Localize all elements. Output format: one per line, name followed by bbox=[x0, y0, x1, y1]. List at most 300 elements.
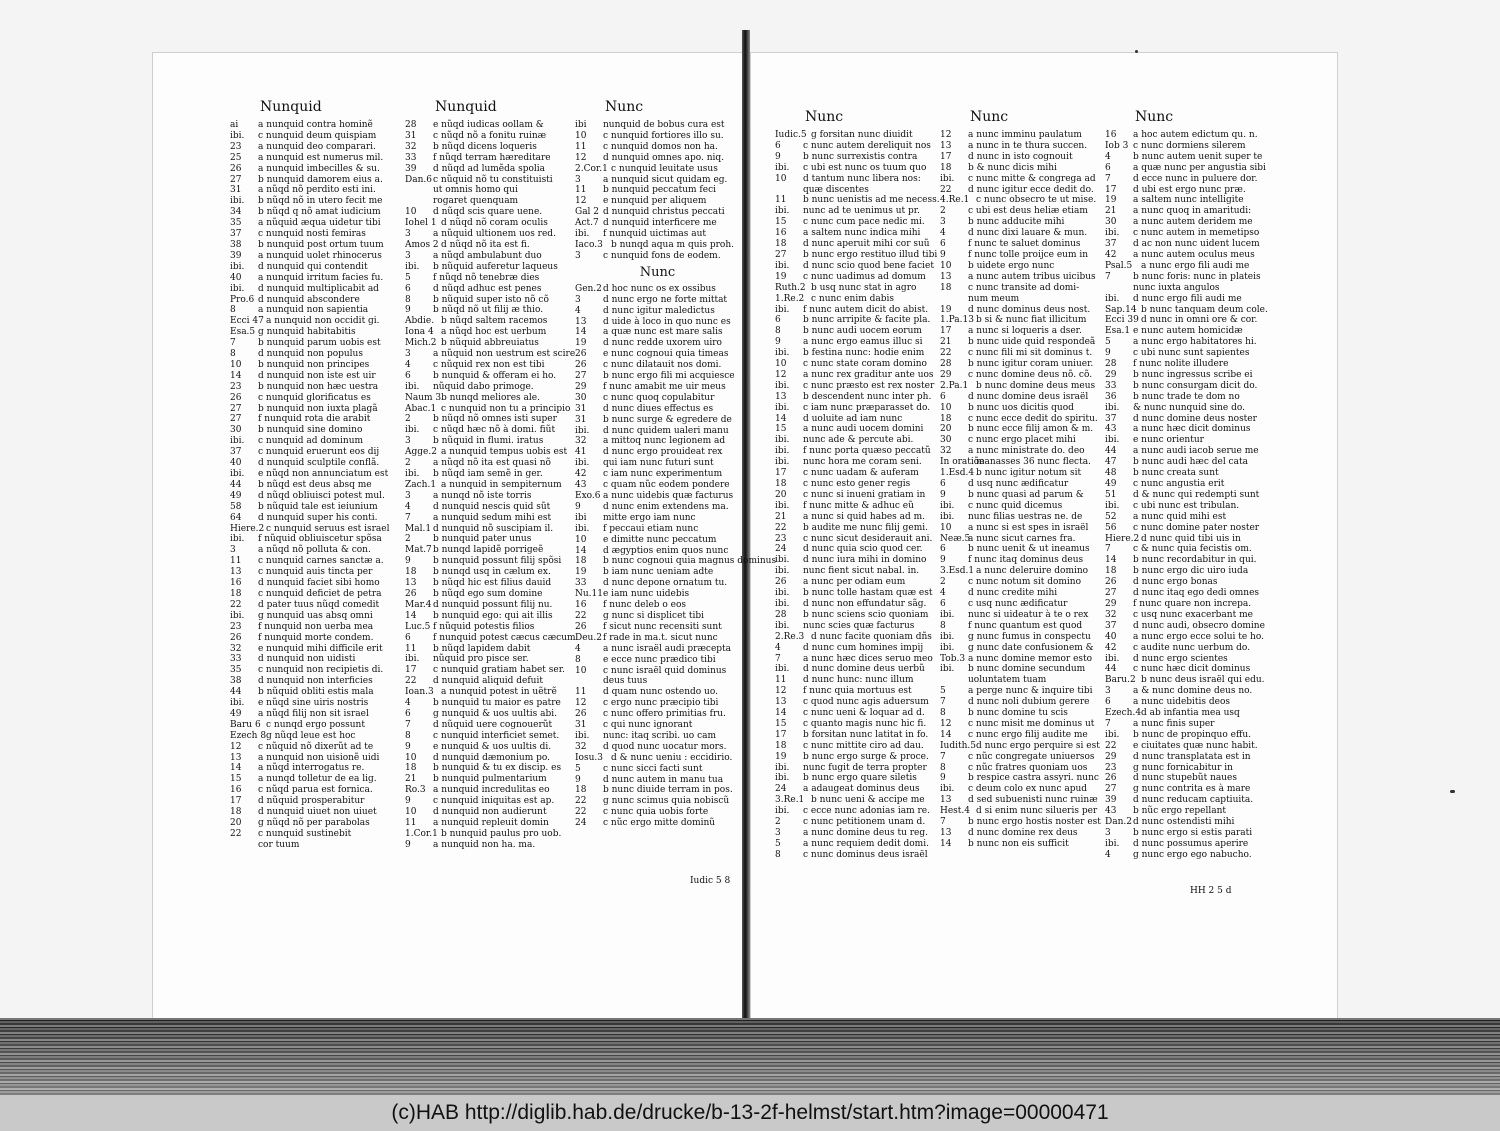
entry-text: a nunquid deo comparari. bbox=[258, 141, 376, 152]
entry-text: b nũqd nõ omnes isti super bbox=[433, 414, 557, 425]
entry-reference: 13 bbox=[230, 752, 242, 763]
entry-reference: ibi. bbox=[775, 500, 790, 511]
entry-text: c nunc cum pace nedic mi. bbox=[803, 217, 925, 228]
index-entry bbox=[230, 491, 400, 502]
index-entry bbox=[575, 120, 740, 131]
index-entry bbox=[230, 578, 400, 589]
entry-reference: 26 bbox=[230, 163, 242, 174]
entry-reference: 29 bbox=[1105, 751, 1117, 762]
index-entry bbox=[405, 720, 580, 731]
entry-reference: 1.Cor.1 bbox=[405, 828, 438, 839]
entry-reference: 19 bbox=[775, 271, 787, 282]
index-entry bbox=[940, 588, 1110, 599]
entry-text: c nũquid nõ tu constituisti bbox=[433, 174, 553, 185]
entry-reference: 31 bbox=[575, 403, 587, 414]
entry-text: a nunc domine deus tu reg. bbox=[803, 828, 928, 838]
entry-reference: Zach.1 bbox=[405, 479, 437, 490]
index-entry bbox=[230, 436, 400, 447]
entry-reference: 9 bbox=[405, 741, 411, 752]
entry-reference: ibi. bbox=[775, 773, 790, 784]
entry-reference: 22 bbox=[940, 184, 952, 195]
index-entry bbox=[940, 315, 1110, 326]
entry-text: b nũquid tale est ieiunium bbox=[258, 501, 378, 512]
index-entry bbox=[1105, 577, 1275, 588]
index-entry bbox=[940, 414, 1110, 425]
entry-reference: 20 bbox=[230, 818, 242, 828]
entry-reference: 23 bbox=[230, 621, 242, 632]
index-entry bbox=[575, 218, 740, 229]
entry-reference: 23 bbox=[230, 141, 242, 152]
entry-reference: 13 bbox=[775, 391, 787, 402]
entry-text: d nunquid super his conti. bbox=[258, 512, 378, 523]
index-entry bbox=[775, 654, 945, 665]
entry-reference: 3.Esd.1 bbox=[940, 566, 975, 577]
entry-reference: 27 bbox=[1105, 784, 1117, 795]
index-entry bbox=[230, 404, 400, 415]
entry-text: b respice castra assyri. nunc bbox=[968, 773, 1099, 784]
entry-reference: ibi. bbox=[940, 173, 955, 184]
entry-reference: 27 bbox=[575, 371, 587, 382]
entry-text: b iam nunc ueniam adte bbox=[603, 567, 714, 578]
entry-text: d usq nunc ædificatur bbox=[968, 479, 1069, 489]
entry-reference: ibi. bbox=[775, 402, 790, 413]
index-entry bbox=[775, 337, 945, 348]
entry-text: b nunquid ego: qui ait illis bbox=[433, 610, 553, 621]
entry-text: a mittoq nunc legionem ad bbox=[603, 436, 726, 447]
index-entry bbox=[575, 415, 740, 426]
index-entry bbox=[575, 764, 740, 775]
entry-reference: 8 bbox=[775, 326, 781, 337]
entry-reference: 7 bbox=[940, 697, 946, 708]
entry-reference: 31 bbox=[575, 414, 587, 425]
entry-reference: 7 bbox=[940, 751, 946, 762]
entry-reference: ibi. bbox=[230, 436, 245, 447]
entry-text: d nũqd scis quare uene. bbox=[433, 207, 543, 218]
index-entry bbox=[405, 513, 580, 524]
entry-text: c nunc quia uobis forte bbox=[603, 807, 709, 818]
index-entry bbox=[775, 283, 945, 294]
entry-text: g nunc fumus in conspectu bbox=[968, 631, 1091, 642]
entry-text: d nunc dixi lauare & mun. bbox=[968, 228, 1088, 239]
index-entry bbox=[405, 240, 580, 251]
entry-reference: 19 bbox=[1105, 195, 1117, 206]
index-entry bbox=[575, 589, 740, 600]
entry-text: nunc ade & percute abi. bbox=[803, 435, 914, 446]
index-entry bbox=[575, 567, 740, 578]
entry-text: c usq nunc exacerbant me bbox=[1133, 609, 1253, 620]
entry-text: b nunc adducite mihi bbox=[968, 217, 1065, 228]
entry-reference: 9 bbox=[405, 796, 411, 807]
entry-reference: In oratiõe bbox=[940, 457, 985, 468]
entry-reference: 26 bbox=[575, 349, 587, 360]
index-entry bbox=[1105, 337, 1275, 348]
section-heading: Nunc bbox=[639, 264, 676, 280]
entry-text: a nunc ergo ecce solui te ho. bbox=[1133, 631, 1264, 642]
entry-reference: Act.7 bbox=[575, 218, 599, 229]
entry-reference: 58 bbox=[230, 501, 242, 512]
entry-reference: 11 bbox=[405, 818, 417, 828]
entry-text: a nunc autem deridem me bbox=[1133, 217, 1253, 228]
entry-text: a nunqd tolletur de ea lig. bbox=[258, 774, 377, 785]
entry-reference: 32 bbox=[1105, 609, 1117, 620]
entry-text: nũquid pro pisce ser. bbox=[433, 654, 529, 665]
entry-reference: 7 bbox=[405, 719, 411, 730]
entry-reference: ibi. bbox=[230, 610, 245, 621]
index-entry bbox=[940, 424, 1110, 435]
entry-text: d nunc quidem ualeri manu bbox=[603, 425, 729, 436]
entry-reference: ibi. bbox=[775, 598, 790, 609]
index-entry bbox=[575, 393, 740, 404]
index-entry bbox=[1105, 784, 1275, 795]
index-entry bbox=[940, 479, 1110, 490]
index-entry bbox=[575, 284, 740, 295]
index-entry bbox=[405, 273, 580, 284]
index-entry bbox=[575, 436, 740, 447]
entry-reference: ibi. bbox=[775, 435, 790, 446]
index-entry bbox=[1105, 446, 1275, 457]
index-entry bbox=[1105, 348, 1275, 359]
index-entry bbox=[940, 174, 1110, 185]
entry-text: b nunquid parum uobis est bbox=[258, 338, 381, 349]
entry-text: d ubi est ergo nunc præ. bbox=[1133, 184, 1246, 195]
entry-reference: 26 bbox=[230, 392, 242, 403]
entry-reference: 4 bbox=[575, 643, 581, 654]
entry-reference: 35 bbox=[230, 665, 242, 676]
entry-reference: 16 bbox=[230, 785, 242, 796]
entry-text: a nunc ergo fili audi me bbox=[1141, 260, 1250, 271]
index-entry bbox=[1105, 261, 1275, 272]
entry-text: & nunc nunquid sine do. bbox=[1133, 402, 1245, 413]
index-column-4 bbox=[775, 108, 945, 861]
entry-reference: 14 bbox=[575, 545, 587, 556]
index-entry bbox=[230, 556, 400, 567]
entry-text: rogaret quenquam bbox=[433, 196, 519, 207]
entry-reference: 18 bbox=[775, 239, 787, 250]
index-entry bbox=[575, 306, 740, 317]
entry-reference: 27 bbox=[1105, 588, 1117, 599]
entry-reference: 2 bbox=[405, 414, 411, 425]
entry-text: b nunc ecce filij amon & m. bbox=[968, 424, 1094, 435]
index-entry bbox=[1105, 664, 1275, 675]
entry-reference: ai bbox=[230, 120, 239, 130]
entry-reference: Ecci 47 bbox=[230, 316, 264, 327]
index-entry bbox=[575, 775, 740, 786]
index-entry bbox=[230, 458, 400, 469]
entry-text: b nunc de propinquo effu. bbox=[1133, 729, 1251, 740]
entry-text: d nũqd nõ ita est fi. bbox=[441, 239, 530, 250]
index-column-1 bbox=[230, 98, 400, 851]
index-entry bbox=[575, 175, 740, 186]
entry-text: b descendent nunc inter ph. bbox=[803, 391, 932, 402]
entry-reference: Mar.4 bbox=[405, 599, 432, 610]
entry-reference: 11 bbox=[775, 675, 787, 686]
entry-text: g nunc si displicet tibi bbox=[603, 610, 705, 621]
entry-reference: Abdie. bbox=[405, 316, 435, 327]
entry-reference: 49 bbox=[1105, 479, 1117, 489]
index-entry bbox=[405, 404, 580, 415]
entry-text: c nunc mitte & congrega ad bbox=[968, 173, 1096, 184]
entry-reference: ibi. bbox=[1105, 402, 1120, 413]
index-entry bbox=[575, 131, 740, 142]
index-entry bbox=[940, 294, 1110, 305]
entry-text: c nunc si inueni gratiam in bbox=[803, 489, 926, 500]
entry-text: b nunc uos dicitis quod bbox=[968, 402, 1074, 413]
index-entry bbox=[1105, 403, 1275, 414]
entry-reference: 3 bbox=[1105, 828, 1111, 838]
entry-reference: 3 bbox=[405, 349, 411, 360]
index-entry bbox=[230, 273, 400, 284]
entry-text: c nunc enim dabis bbox=[811, 293, 894, 304]
index-entry bbox=[575, 338, 740, 349]
entry-text: b nũc ergo repellant bbox=[1133, 806, 1227, 817]
entry-text: mitte ergo iam nunc bbox=[603, 512, 696, 523]
entry-reference: 9 bbox=[940, 489, 946, 500]
index-entry bbox=[940, 250, 1110, 261]
entry-text: b nunquid non iuxta plagã bbox=[258, 403, 378, 414]
entry-text: ut omnis homo qui bbox=[433, 185, 518, 196]
entry-text: b nunc ergo dic uiro iuda bbox=[1133, 566, 1249, 577]
index-entry bbox=[405, 120, 580, 131]
index-entry bbox=[775, 239, 945, 250]
entry-text: c nunc misit me dominus ut bbox=[968, 718, 1095, 729]
entry-text: b nunc tanquam deum cole. bbox=[1141, 304, 1268, 315]
entry-text: c iam nunc experimentum bbox=[603, 469, 723, 480]
entry-text: c ergo nunc præcipio tibi bbox=[603, 698, 719, 709]
index-entry bbox=[1105, 752, 1275, 763]
entry-text: c nunquid deficiet de petra bbox=[258, 588, 382, 599]
entry-reference: Dan.6 bbox=[405, 174, 432, 185]
entry-reference: 41 bbox=[575, 447, 587, 458]
entry-text: deus tuus bbox=[603, 676, 648, 687]
entry-reference: ibi. bbox=[1105, 729, 1120, 740]
entry-text: a nunc sicut carnes fra. bbox=[968, 533, 1076, 544]
entry-text: a nunc finis super bbox=[1133, 718, 1215, 729]
entry-reference: 6 bbox=[940, 479, 946, 489]
index-entry bbox=[230, 447, 400, 458]
entry-text: d & nunc qui redempti sunt bbox=[1133, 489, 1260, 500]
entry-reference: Pro.6 bbox=[230, 294, 255, 305]
entry-text: g nunc scimus quia nobiscũ bbox=[603, 796, 730, 807]
entry-text: d nunc quia scio quod cer. bbox=[803, 544, 923, 555]
index-entry bbox=[940, 763, 1110, 774]
index-entry bbox=[230, 153, 400, 164]
entry-reference: 6 bbox=[940, 544, 946, 555]
index-entry bbox=[230, 295, 400, 306]
index-entry bbox=[405, 807, 580, 818]
entry-reference: 3 bbox=[405, 250, 411, 261]
entry-text: d nunquid non uidisti bbox=[258, 654, 356, 665]
entry-text: b nũquid abbreuiatus bbox=[441, 338, 539, 349]
index-entry bbox=[1105, 228, 1275, 239]
entry-text: b nunc consurgam dicit do. bbox=[1133, 380, 1258, 391]
entry-reference: ibi. bbox=[230, 698, 245, 709]
index-entry bbox=[575, 447, 740, 458]
entry-reference: 10 bbox=[405, 752, 417, 763]
index-entry bbox=[940, 621, 1110, 632]
entry-text: c nunquid leuitate usus bbox=[611, 163, 718, 174]
index-entry bbox=[940, 217, 1110, 228]
entry-text: a quæ nunc est mare salis bbox=[603, 327, 723, 338]
entry-text: f nunquid morte condem. bbox=[258, 632, 374, 643]
entry-reference: 3.Re.1 bbox=[775, 795, 805, 806]
entry-text: cor tuum bbox=[258, 839, 300, 850]
entry-text: b nũqd lapidem dabit bbox=[433, 643, 531, 654]
entry-reference: 20 bbox=[940, 424, 952, 435]
entry-text: f nunc quantum est quod bbox=[968, 620, 1083, 631]
entry-text: b nunc uenistis ad me necess. bbox=[803, 195, 940, 206]
entry-text: c nunquid iniquitas est ap. bbox=[433, 796, 555, 807]
entry-text: b nunquid non hæc uestra bbox=[258, 381, 379, 392]
index-entry bbox=[230, 480, 400, 491]
entry-text: c nunquid eruerunt eos dij bbox=[258, 447, 380, 458]
entry-text: g nunquid uas absq omni bbox=[258, 610, 373, 621]
entry-reference: 9 bbox=[940, 773, 946, 784]
index-entry bbox=[1105, 806, 1275, 817]
entry-text: f nunquid rota die arabit bbox=[258, 414, 371, 425]
index-entry bbox=[775, 599, 945, 610]
entry-text: c nũc ergo mitte dominũ bbox=[603, 818, 716, 829]
entry-reference: ibi. bbox=[405, 381, 420, 392]
entry-reference: 6 bbox=[405, 283, 411, 294]
index-entry bbox=[230, 349, 400, 360]
entry-reference: 42 bbox=[1105, 642, 1117, 653]
entry-text: d nunquid faciet sibi homo bbox=[258, 578, 380, 589]
index-entry bbox=[230, 633, 400, 644]
entry-reference: 12 bbox=[940, 718, 952, 729]
index-entry bbox=[940, 206, 1110, 217]
entry-reference: 8 bbox=[775, 849, 781, 860]
entry-text: b nunquid non principes bbox=[258, 359, 370, 370]
index-entry bbox=[405, 622, 580, 633]
entry-text: manasses 36 nunc flecta. bbox=[976, 457, 1091, 468]
index-entry bbox=[230, 131, 400, 142]
index-entry bbox=[405, 556, 580, 567]
entry-text: b & nunc dicis mihi bbox=[968, 162, 1057, 173]
index-entry bbox=[775, 250, 945, 261]
entry-reference: ibi. bbox=[230, 261, 245, 272]
index-entry bbox=[405, 654, 580, 665]
index-entry bbox=[940, 468, 1110, 479]
index-entry bbox=[940, 708, 1110, 719]
entry-reference: 15 bbox=[775, 217, 787, 228]
entry-text: c nunc dominus deus israël bbox=[803, 849, 928, 860]
index-entry bbox=[405, 753, 580, 764]
entry-text: c nunc mittite ciro ad dau. bbox=[803, 740, 924, 751]
index-entry bbox=[575, 142, 740, 153]
index-entry bbox=[775, 305, 945, 316]
entry-reference: 9 bbox=[775, 337, 781, 348]
index-entry bbox=[405, 360, 580, 371]
index-entry bbox=[940, 283, 1110, 294]
entry-text: b nunc domine tu scis bbox=[968, 708, 1068, 719]
entry-text: e nũqd sine uiris nostris bbox=[258, 698, 369, 709]
entry-reference: 10 bbox=[230, 359, 242, 370]
entry-text: d nunquid dæmonium po. bbox=[433, 752, 550, 763]
entry-text: d uoluite ad iam nunc bbox=[803, 413, 903, 424]
index-entry bbox=[230, 469, 400, 480]
entry-text: c audite nunc uerbum do. bbox=[1133, 642, 1251, 653]
entry-text: c nunc ueni & loquar ad d. bbox=[803, 708, 925, 719]
entry-reference: ibi. bbox=[940, 642, 955, 653]
entry-reference: 40 bbox=[230, 458, 242, 469]
index-entry bbox=[940, 741, 1110, 752]
entry-reference: ibi. bbox=[1105, 435, 1120, 446]
entry-reference: ibi. bbox=[775, 620, 790, 631]
index-entry bbox=[940, 272, 1110, 283]
entry-reference: 49 bbox=[230, 708, 242, 719]
entry-text: a nunquid repleuit domin bbox=[433, 818, 549, 828]
index-entry bbox=[230, 709, 400, 720]
index-entry bbox=[775, 348, 945, 359]
entry-reference: 10 bbox=[940, 260, 952, 271]
index-entry bbox=[775, 228, 945, 239]
entry-text: b nunc uide quid respondeã bbox=[968, 337, 1096, 348]
entry-text: c iam nunc præparasset do. bbox=[803, 402, 931, 413]
entry-reference: 16 bbox=[575, 600, 587, 611]
index-entry bbox=[1105, 381, 1275, 392]
entry-reference: 37 bbox=[1105, 413, 1117, 424]
entry-reference: 6 bbox=[940, 239, 946, 250]
index-entry bbox=[775, 795, 945, 806]
entry-reference: 37 bbox=[1105, 620, 1117, 631]
index-entry bbox=[1105, 654, 1275, 665]
index-entry bbox=[230, 796, 400, 807]
index-entry bbox=[1105, 817, 1275, 828]
entry-reference: ibi. bbox=[775, 664, 790, 675]
entry-text: b nunquid possunt filij spõsi bbox=[433, 556, 562, 567]
entry-reference: 47 bbox=[1105, 457, 1117, 468]
entry-reference: 14 bbox=[775, 708, 787, 719]
index-entry bbox=[940, 795, 1110, 806]
entry-reference: ibi. bbox=[775, 162, 790, 173]
entry-reference: 43 bbox=[1105, 424, 1117, 435]
entry-reference: 3 bbox=[575, 250, 581, 261]
index-column-2 bbox=[405, 98, 580, 851]
entry-text: c nunc angustia erit bbox=[1133, 479, 1225, 489]
entry-text: b nunquid damorem eius a. bbox=[258, 174, 383, 185]
index-entry bbox=[405, 578, 580, 589]
entry-reference: ibi. bbox=[230, 196, 245, 207]
entry-reference: 39 bbox=[230, 250, 242, 261]
entry-text: d nunc igitur maledictus bbox=[603, 305, 715, 316]
entry-reference: Dan.2 bbox=[1105, 817, 1132, 828]
entry-reference: 24 bbox=[775, 544, 787, 555]
entry-text: a adaugeat dominus deus bbox=[803, 784, 920, 795]
entry-text: c nunc ergo placet mihi bbox=[968, 435, 1076, 446]
index-entry bbox=[1105, 828, 1275, 839]
entry-reference: ibi. bbox=[230, 469, 245, 479]
entry-reference: 4 bbox=[940, 228, 946, 239]
index-entry bbox=[405, 589, 580, 600]
index-entry bbox=[405, 545, 580, 556]
index-entry bbox=[940, 512, 1110, 523]
entry-reference: ibi. bbox=[940, 784, 955, 795]
entry-reference: Nu.11 bbox=[575, 589, 603, 600]
entry-reference: 21 bbox=[1105, 206, 1117, 217]
index-entry bbox=[1105, 730, 1275, 741]
index-entry bbox=[405, 611, 580, 622]
entry-reference: 6 bbox=[775, 140, 781, 151]
column-header: Nunc bbox=[605, 99, 644, 115]
index-entry bbox=[1105, 272, 1275, 283]
entry-text: uoluntatem tuam bbox=[968, 675, 1047, 686]
entry-reference: 9 bbox=[1105, 348, 1111, 359]
entry-text: d nunquid non populus bbox=[258, 349, 363, 360]
entry-text: a nunc si loqueris a dser. bbox=[968, 326, 1082, 337]
entry-text: c nunc offero primitias fru. bbox=[603, 709, 726, 720]
entry-text: d nunc possumus aperire bbox=[1133, 838, 1249, 849]
entry-reference: 19 bbox=[940, 304, 952, 315]
